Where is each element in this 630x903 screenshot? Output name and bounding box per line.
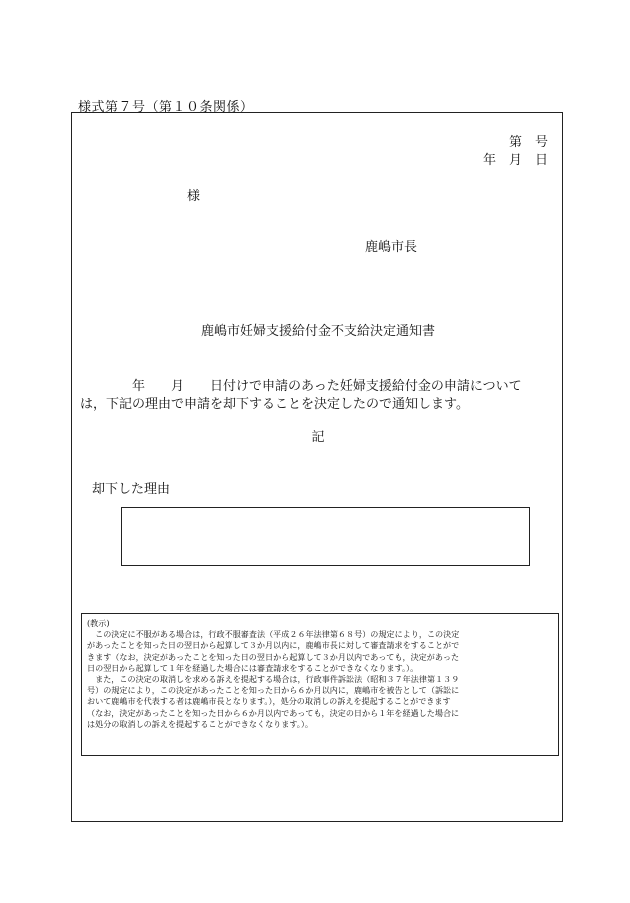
form-label: 様式第７号（第１０条関係） (78, 100, 254, 115)
appeal-notice-box (81, 613, 559, 756)
notice-line: 号）の規定により，この決定があったことを知った日から６か月以内に，鹿嶋市を被告として（訴訟に (87, 685, 460, 696)
document-date-line: 年 月 日 (482, 153, 548, 168)
notice-line: この決定に不服がある場合は，行政不服審査法（平成２６年法律第６８号）の規定により，この決定 (87, 629, 460, 640)
document-frame (71, 112, 563, 822)
notice-line: おいて鹿嶋市を代表する者は鹿嶋市長となります。），処分の取消しの訴えを提起することができます (87, 696, 451, 707)
ki-heading: 記 (311, 430, 325, 445)
notice-line: 日の翌日から起算して１年を経過した場合には審査請求をすることができなくなります。）。 (87, 662, 419, 673)
document-title: 鹿嶋市妊婦支援給付金不支給決定通知書 (200, 324, 435, 339)
issuer-name: 鹿嶋市長 (365, 240, 418, 255)
document-number-line: 第 号 (508, 135, 548, 150)
notice-line: また，この決定の取消しを求める訴えを提起する場合は，行政事件訴訟法（昭和３７年法律第１３９ (87, 674, 460, 685)
rejection-reason-box (121, 507, 530, 566)
recipient-honorific: 様 (187, 189, 201, 204)
rejection-reason-label: 却下した理由 (92, 482, 171, 497)
notice-line: があったことを知った日の翌日から起算して３か月以内に，鹿嶋市長に対して審査請求をすることがで (87, 640, 460, 651)
body-text-line-2: は，下記の理由で申請を却下することを決定したので通知します。 (80, 397, 469, 412)
notice-line: （なお，決定があったことを知った日から６か月以内であっても，決定の日から１年を経過した場合に (87, 707, 460, 718)
notice-line: は処分の取消しの訴えを提起することができなくなります。）。 (87, 718, 313, 729)
notice-line: (教示) (87, 618, 110, 628)
body-text-line-1: 年 月 日付けで申請のあった妊婦支援給付金の申請について (80, 379, 522, 394)
notice-line: きます（なお，決定があったことを知った日の翌日から起算して３か月以内であっても，決定があった (87, 651, 460, 662)
